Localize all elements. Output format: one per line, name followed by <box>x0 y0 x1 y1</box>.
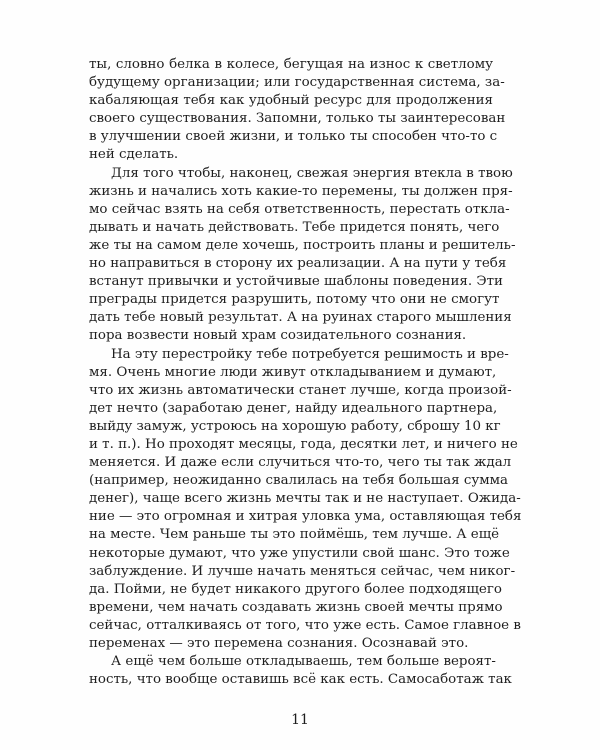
paragraph-1 <box>89 56 506 165</box>
paragraph-4 <box>89 653 512 689</box>
text-line: в улучшении своей жизни, и только ты способен что-то с <box>89 129 498 145</box>
paragraph-2 <box>89 165 516 346</box>
text-line: заблуждение. И лучше начать меняться сейчас, чем никог- <box>89 563 516 579</box>
text-line: что их жизнь автоматически станет лучше, когда произой- <box>89 382 512 398</box>
text-line: А ещё чем больше откладываешь, тем больше вероят- <box>111 654 496 670</box>
text-line: пора возвести новый храм созидательного сознания. <box>89 328 467 344</box>
text-line: дать тебе новый результат. А на руинах старого мышления <box>89 310 512 326</box>
text-line: На эту перестройку тебе потребуется решимость и вре- <box>111 346 509 362</box>
text-line: преграды придется разрушить, потому что они не смогут <box>89 292 500 308</box>
text-line: сейчас, отталкиваясь от того, что уже есть. Самое главное в <box>89 617 521 633</box>
text-line: и т. п.). Но проходят месяцы, года, десятки лет, и ничего не <box>89 436 518 452</box>
text-line: жизнь и начались хоть какие-то перемены, ты должен пря- <box>89 183 513 199</box>
text-line: да. Пойми, не будет никакого другого более подходящего <box>89 581 502 597</box>
text-line: же ты на самом деле хочешь, построить планы и решитель- <box>89 237 516 253</box>
text-line: времени, чем начать создавать жизнь своей мечты прямо <box>89 599 503 615</box>
text-line: мо сейчас взять на себя ответственность, перестать откла- <box>89 201 510 217</box>
text-line: переменах — это перемена сознания. Осознавай это. <box>89 636 469 651</box>
text-line: кабаляющая тебя как удобный ресурс для продолжения <box>89 93 493 109</box>
text-line: денег), чаще всего жизнь мечты так и не наступает. Ожида- <box>89 491 521 507</box>
text-line: меняется. И даже если случиться что-то, чего ты так ждал <box>89 455 512 471</box>
text-line: Для того чтобы, наконец, свежая энергия втекла в твою <box>111 165 513 181</box>
text-line: мя. Очень многие люди живут откладыванием и думают, <box>89 364 497 380</box>
text-line: ней сделать. <box>89 147 179 163</box>
text-line: на месте. Чем раньше ты это поймёшь, тем лучше. А ещё <box>89 527 500 543</box>
text-line: ние — это огромная и хитрая уловка ума, оставляющая тебя <box>89 509 522 525</box>
text-line: встанут привычки и устойчивые шаблоны поведения. Эти <box>89 274 503 290</box>
text-line: но направиться в сторону их реализации. А на пути у тебя <box>89 256 507 272</box>
body-text <box>89 56 522 689</box>
text-line: дет нечто (заработаю денег, найду идеального партнера, <box>89 400 498 416</box>
text-line: (например, неожиданно свалилась на тебя большая сумма <box>89 473 509 489</box>
text-line: своего существования. Запомни, только ты заинтересован <box>89 111 506 127</box>
text-line: некоторые думают, что уже упустили свой шанс. Это тоже <box>89 545 510 561</box>
page-number: 11 <box>291 712 309 728</box>
text-line: ты, словно белка в колесе, бегущая на износ к светлому <box>89 57 493 72</box>
text-line: дывать и начать действовать. Тебе придется понять, чего <box>89 219 500 235</box>
text-line: ность, что вообще оставишь всё как есть. Самосаботаж так <box>89 672 512 688</box>
text-line: будущему организации; или государственная система, за- <box>89 75 505 91</box>
paragraph-3 <box>89 346 522 654</box>
text-line: выйду замуж, устроюсь на хорошую работу, сброшу 10 кг <box>89 418 501 434</box>
